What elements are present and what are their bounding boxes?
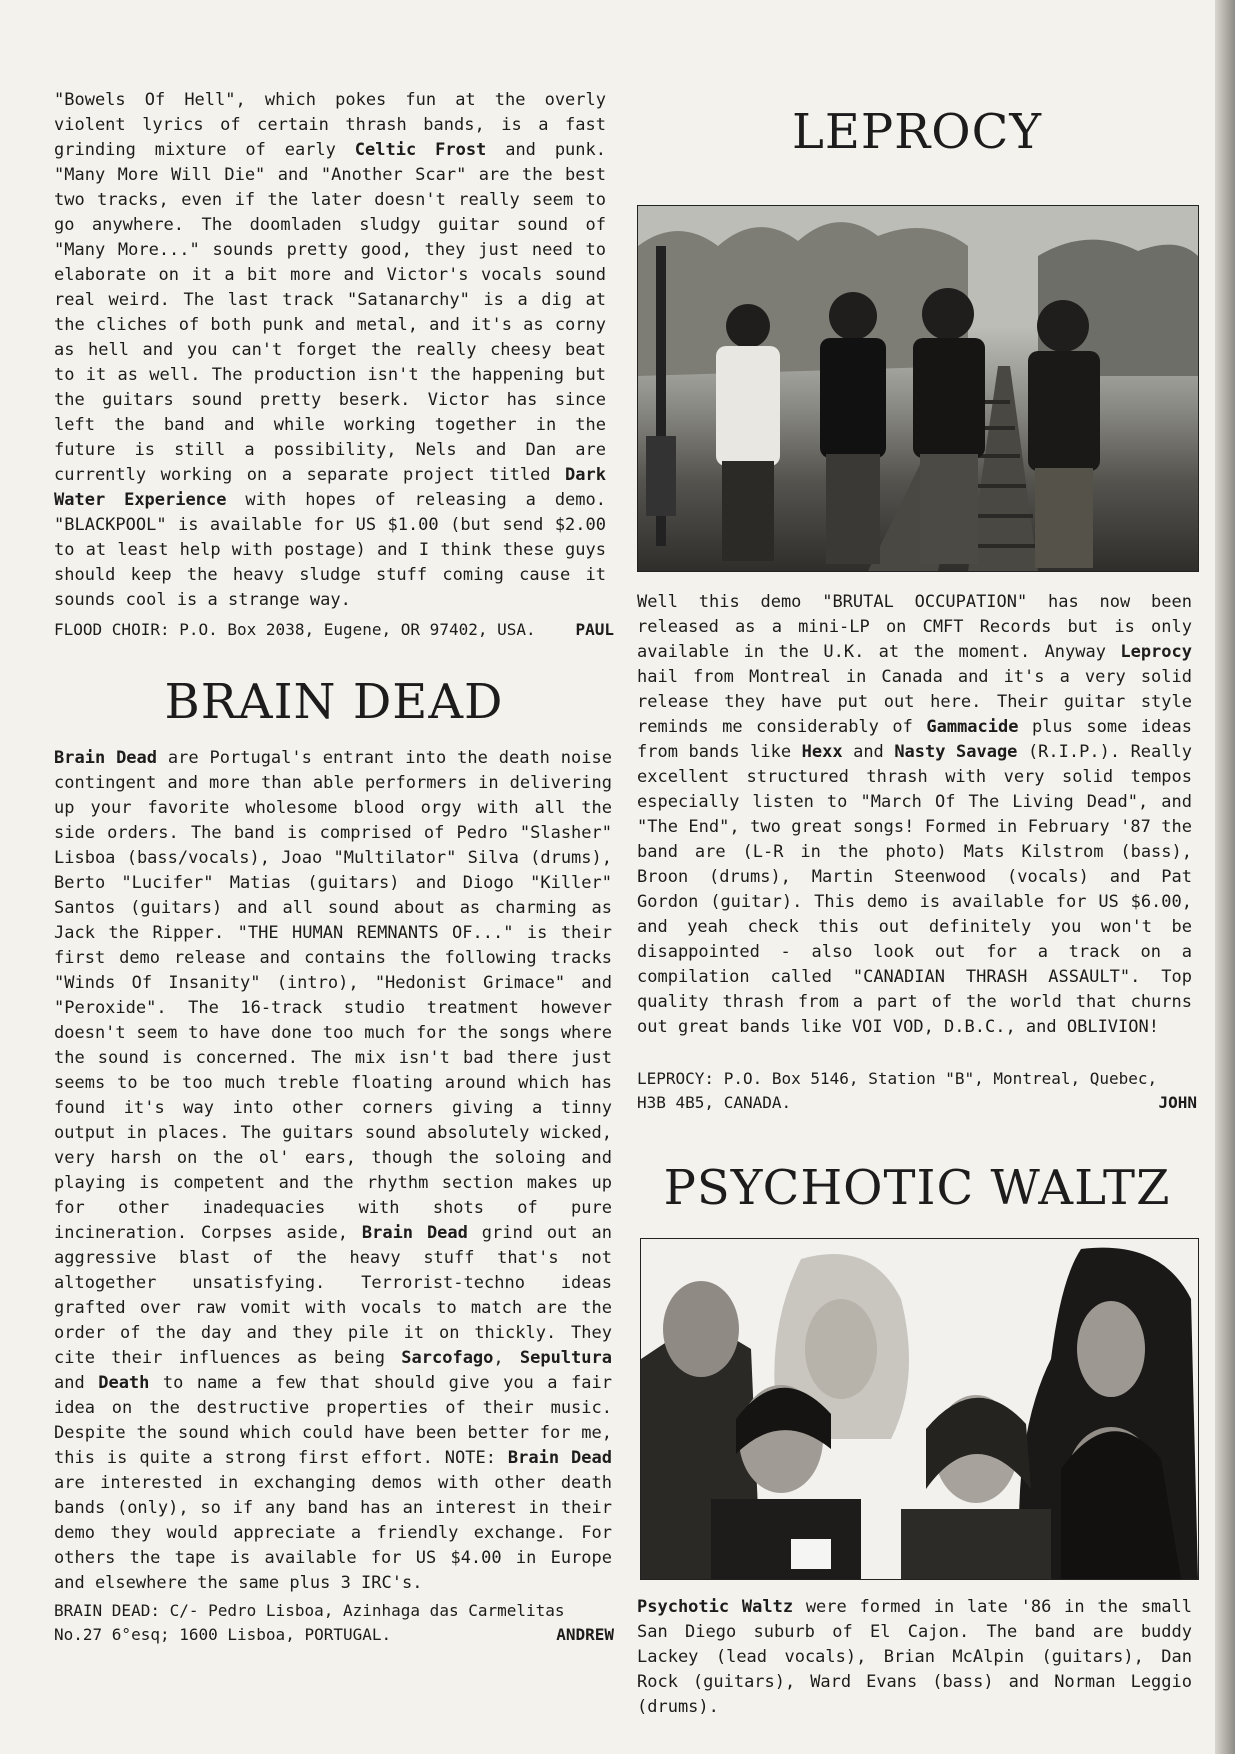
psychotic-waltz-band-photo: [640, 1238, 1199, 1580]
flood-choir-review: "Bowels Of Hell", which pokes fun at the overly violent lyrics of certain thrash bands, is a fast grinding mixture of early Celtic Frost and punk. "Many More Will Die" and "Another Scar" are the best two tracks, even if the later doesn't really seem to go anywhere. The doomladen sludgy guitar sound of "Many More..." sounds pretty good, they just need to elaborate on it a bit more and Victor's vocals sound real weird. The last track "Satanarchy" is a dig at the cliches of both punk and metal, and it's as corny as hell and you can't forget the really cheesy beat to it as well. The production isn't the happening but the guitars sound pretty beserk. Victor has since left the band and while working together in the future is still a possibility, Nels and Dan are currently working on a separate project titled Dark Water Experience with hopes of releasing a demo. "BLACKPOOL" is available for US $1.00 (but send $2.00 to at least help with postage) and I think these guys should keep the heavy sludge stuff coming cause it sounds cool is a strange way.: [54, 90, 606, 610]
psychotic-waltz-review: Psychotic Waltz were formed in late '86 in the small San Diego suburb of El Cajon. The band are buddy Lackey (lead vocals), Brian McAlpin (guitars), Dan Rock (guitars), Ward Evans (bass) and Norman Leggio (drums).: [637, 1597, 1192, 1717]
leprocy-address-line2: H3B 4B5, CANADA.: [637, 1093, 792, 1112]
leprocy-address-line1: LEPROCY: P.O. Box 5146, Station "B", Montreal, Quebec,: [637, 1069, 1158, 1088]
brain-dead-address-line2: No.27 6°esq; 1600 Lisboa, PORTUGAL.: [54, 1625, 392, 1644]
flood-choir-signature: PAUL: [575, 620, 614, 639]
brain-dead-signature: ANDREW: [556, 1625, 614, 1644]
psychotic-waltz-photo-illustration: [641, 1239, 1198, 1579]
leprocy-heading: LEPROCY: [791, 104, 1043, 160]
page-edge-shadow: [1215, 0, 1235, 1754]
leprocy-signature: JOHN: [1158, 1093, 1197, 1112]
leprocy-band-photo: [637, 205, 1199, 572]
flood-choir-address: FLOOD CHOIR: P.O. Box 2038, Eugene, OR 97402, USA.: [54, 620, 536, 639]
brain-dead-heading: BRAIN DEAD: [164, 674, 504, 730]
leprocy-contact: [637, 1067, 1197, 1115]
leprocy-review: Well this demo "BRUTAL OCCUPATION" has now been released as a mini-LP on CMFT Records but is only available in the U.K. at the moment. Anyway Leprocy hail from Montreal in Canada and it's a very solid release they have put out here. Their guitar style reminds me considerably of Gammacide plus some ideas from bands like Hexx and Nasty Savage (R.I.P.). Really excellent structured thrash with very solid tempos especially listen to "March Of The Living Dead", and "The End", two great songs! Formed in February '87 the band are (L-R in the photo) Mats Kilstrom (bass), Broon (drums), Martin Steenwood (vocals) and Pat Gordon (guitar). This demo is available for US $6.00, and yeah check this out definitely you won't be disappointed - also look out for a track on a compilation called "CANADIAN THRASH ASSAULT". Top quality thrash from a part of the world that churns out great bands like VOI VOD, D.B.C., and OBLIVION!: [637, 592, 1192, 1037]
flood-choir-contact: [54, 618, 614, 642]
brain-dead-contact: [54, 1599, 614, 1647]
brain-dead-review: Brain Dead are Portugal's entrant into the death noise contingent and more than able performers in delivering up your favorite wholesome blood orgy with all the side orders. The band is comprised of Pedro "Slasher" Lisboa (bass/vocals), Joao "Multilator" Silva (drums), Berto "Lucifer" Matias (guitars) and Diogo "Killer" Santos (guitars) and all sound about as charming as Jack the Ripper. "THE HUMAN REMNANTS OF..." is their first demo release and contains the following tracks "Winds Of Insanity" (intro), "Hedonist Grimace" and "Peroxide". The 16-track studio treatment however doesn't seem to have done too much for the songs where the sound is concerned. The mix isn't bad there just seems to be too much treble floating around which has found it's way into other corners giving a tinny output in places. The guitars sound absolutely wicked, very harsh on the ol' ears, though the soloing and playing is competent and the rhythm section makes up for other inadequacies with shots of pure incineration. Corpses aside, Brain Dead grind out an aggressive blast of the heavy stuff that's not altogether unsatisfying. Terrorist-techno ideas grafted over raw vomit with vocals to match are the order of the day and they pile it on thickly. They cite their influences as being Sarcofago, Sepultura and Death to name a few that should give you a fair idea on the destructive properties of their music. Despite the sound which could have been better for me, this is quite a strong first effort. NOTE: Brain Dead are interested in exchanging demos with other death bands (only), so if any band has an interest in their demo they would appreciate a friendly exchange. For others the tape is available for US $4.00 in Europe and elsewhere the same plus 3 IRC's.: [54, 748, 612, 1593]
leprocy-photo-illustration: [638, 206, 1198, 571]
psychotic-waltz-heading: PSYCHOTIC WALTZ: [663, 1160, 1171, 1216]
brain-dead-address-line1: BRAIN DEAD: C/- Pedro Lisboa, Azinhaga das Carmelitas: [54, 1601, 565, 1620]
